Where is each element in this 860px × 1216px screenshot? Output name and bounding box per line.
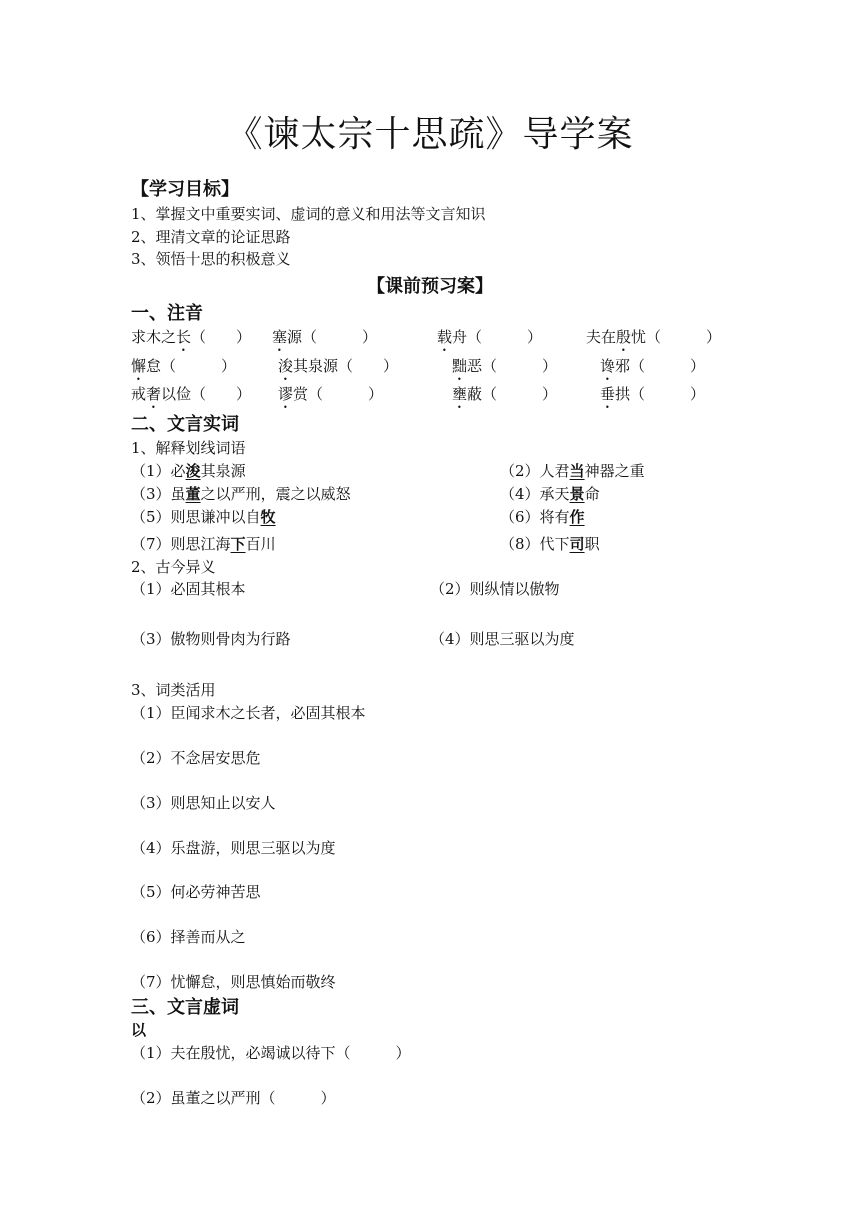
word-item: （8）代下司职 [500,535,600,553]
word-item: （6）将有作 [500,508,585,526]
subheading: 2、古今异义 [131,558,216,576]
pinyin-item: 夫在殷忧（ ） [586,328,722,346]
pinyin-item: 塞源（ ） [272,328,378,346]
function-word-item: （1）夫在殷忧，必竭诚以待下（ ） [131,1044,411,1062]
word-item: （3）虽董之以严刑，震之以威怒 [131,485,351,503]
word-item: （2）人君当神器之重 [500,462,645,480]
goal-item: 1、掌握文中重要实词、虚词的意义和用法等文言知识 [131,205,486,223]
ancient-item: （1）必固其根本 [131,580,246,598]
function-word-item: （2）虽董之以严刑（ ） [131,1089,336,1107]
pinyin-item: 戒奢以俭（ ） [131,385,252,403]
word-item: （1）必浚其泉源 [131,462,246,480]
usage-item: （2）不念居安思危 [131,749,261,767]
word-item: （4）承天景命 [500,485,600,503]
section-heading-pinyin: 一、注音 [131,303,203,324]
usage-item: （5）何必劳神苦思 [131,883,261,901]
word-item: （5）则思谦冲以自牧 [131,508,276,526]
usage-item: （1）臣闻求木之长者，必固其根本 [131,704,366,722]
pinyin-item: 浚其泉源（ ） [278,357,399,375]
section-heading-function-words: 三、文言虚词 [131,997,239,1018]
document-title: 《谏太宗十思疏》导学案 [226,114,634,155]
usage-item: （7）忧懈怠，则思慎始而敬终 [131,973,336,991]
subheading: 3、词类活用 [131,681,216,699]
pinyin-item: 懈怠（ ） [131,357,237,375]
usage-item: （6）择善而从之 [131,928,246,946]
pinyin-item: 垂拱（ ） [600,385,706,403]
pinyin-item: 求木之长（ ） [131,328,252,346]
goal-item: 3、领悟十思的积极意义 [131,250,291,268]
goal-item: 2、理清文章的论证思路 [131,228,291,246]
pinyin-item: 谬赏（ ） [278,385,384,403]
usage-item: （3）则思知止以安人 [131,794,276,812]
ancient-item: （4）则思三驱以为度 [430,630,575,648]
pinyin-item: 谗邪（ ） [600,357,706,375]
ancient-item: （3）傲物则骨肉为行路 [131,630,291,648]
function-word: 以 [131,1021,147,1039]
section-heading-content-words: 二、文言实词 [131,414,239,435]
pinyin-item: 黜恶（ ） [452,357,558,375]
usage-item: （4）乐盘游，则思三驱以为度 [131,839,336,857]
pinyin-item: 载舟（ ） [437,328,543,346]
ancient-item: （2）则纵情以傲物 [430,580,560,598]
word-item: （7）则思江海下百川 [131,535,276,553]
preview-heading: 【课前预习案】 [367,276,493,297]
subheading: 1、解释划线词语 [131,439,246,457]
pinyin-item: 壅蔽（ ） [452,385,558,403]
goals-heading: 【学习目标】 [131,179,239,200]
